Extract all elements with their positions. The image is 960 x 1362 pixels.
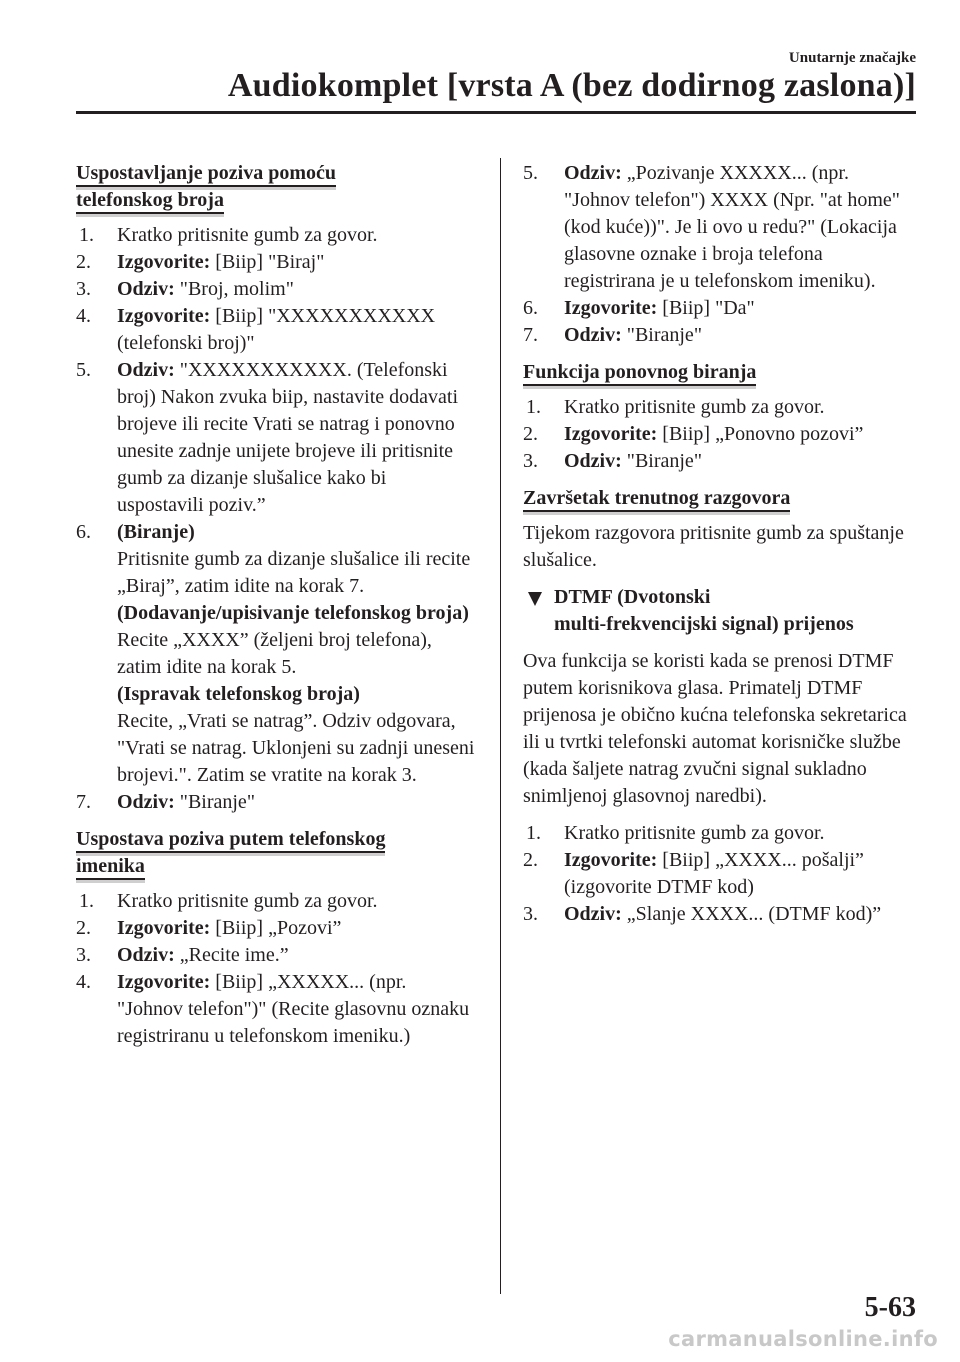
list-item: 4. Izgovorite: [Biip] "XXXXXXXXXXX (telefonski broj)" bbox=[76, 305, 436, 354]
list-item: 2. Izgovorite: [Biip] "Biraj" bbox=[76, 251, 325, 273]
section-phonebook-continued bbox=[523, 160, 918, 349]
section-heading: Uspostava poziva putem telefonskog imenika bbox=[76, 826, 476, 880]
page-title: Audiokomplet [vrsta A (bez dodirnog zaslona)] bbox=[227, 67, 916, 104]
section-heading: Funkcija ponovnog biranja bbox=[523, 359, 918, 386]
section-redial bbox=[523, 359, 918, 475]
list-item: 4. Izgovorite: [Biip] „XXXXX... (npr. "Johnov telefon")" (Recite glasovnu oznaku registriranu u telefonskom imeniku.) bbox=[76, 971, 470, 1047]
paragraph: Tijekom razgovora pritisnite gumb za spuštanje slušalice. bbox=[523, 522, 904, 571]
list-item: 1. Kratko pritisnite gumb za govor. bbox=[79, 890, 378, 912]
list-item: 3. Odziv: "Broj, molim" bbox=[76, 278, 294, 300]
watermark: carmanualsonline.info bbox=[668, 1327, 938, 1351]
list-item: 1. Kratko pritisnite gumb za govor. bbox=[79, 224, 378, 246]
left-column bbox=[76, 160, 476, 1060]
column-divider bbox=[500, 158, 501, 1294]
chapter-title: Unutarnje značajke bbox=[788, 50, 916, 66]
list-item: 3. Odziv: "Biranje" bbox=[523, 450, 702, 472]
header-rule bbox=[76, 111, 916, 114]
triangle-marker-icon bbox=[528, 592, 542, 606]
list-item: 2. Izgovorite: [Biip] „XXXX... pošalji” (izgovorite DTMF kod) bbox=[523, 849, 864, 898]
right-column bbox=[523, 160, 918, 938]
list-item: 5. Odziv: „Pozivanje XXXXX... (npr. "Johnov telefon") XXXX (Npr. "at home" (kod kuće))". Je li ovo u redu?" (Lokacija glasovne oznake i broja telefona registrirana je u telefonskom imeniku). bbox=[523, 162, 900, 292]
section-heading: Uspostavljanje poziva pomoću telefonskog broja bbox=[76, 160, 476, 214]
section-dtmf bbox=[523, 584, 918, 928]
section-heading: Završetak trenutnog razgovora bbox=[523, 485, 918, 512]
list-item: 6. (Biranje) Pritisnite gumb za dizanje slušalice ili recite „Biraj”, zatim idite na korak 7. (Dodavanje/upisivanje telefonskog broja) Recite „XXXX” (željeni broj telefona), zatim idite na korak 5. (Ispravak telefonskog broja) Recite, „Vrati se natrag”. Odziv odgovara, "Vrati se natrag. Uklonjeni su zadnji uneseni brojevi.". Zatim se vratite na korak 3. bbox=[76, 521, 475, 786]
list-item: 1. Kratko pritisnite gumb za govor. bbox=[526, 822, 825, 844]
list-item: 7. Odziv: "Biranje" bbox=[76, 791, 255, 813]
section-end-call bbox=[523, 485, 918, 574]
page-number: 5-63 bbox=[864, 1292, 916, 1323]
list-item: 3. Odziv: „Slanje XXXX... (DTMF kod)” bbox=[523, 903, 882, 925]
list-item: 6. Izgovorite: [Biip] "Da" bbox=[523, 297, 755, 319]
list-item: 2. Izgovorite: [Biip] „Pozovi” bbox=[76, 917, 342, 939]
list-item: 5. Odziv: "XXXXXXXXXXX. (Telefonski broj) Nakon zvuka biip, nastavite dodavati brojeve ili recite Vrati se natrag i ponovno unesite zadnje unijete brojeve ili pritisnite gumb za dizanje slušalice kako bi uspostavili poziv.” bbox=[76, 359, 459, 516]
section-call-by-number bbox=[76, 160, 476, 816]
paragraph: Ova funkcija se koristi kada se prenosi DTMF putem korisnikova glasa. Primatelj DTMF prijenosa je obično kućna telefonska sekretarica ili u tvrtki telefonski automat korisničke službe (kada šaljete natrag zvučni signal sukladno snimljenoj glasovnoj naredbi). bbox=[523, 650, 907, 807]
section-call-from-phonebook bbox=[76, 826, 476, 1050]
list-item: 7. Odziv: "Biranje" bbox=[523, 324, 702, 346]
subsection-heading: DTMF (Dvotonski multi-frekvencijski signal) prijenos bbox=[523, 584, 918, 638]
list-item: 1. Kratko pritisnite gumb za govor. bbox=[526, 396, 825, 418]
list-item: 2. Izgovorite: [Biip] „Ponovno pozovi” bbox=[523, 423, 864, 445]
list-item: 3. Odziv: „Recite ime.” bbox=[76, 944, 289, 966]
